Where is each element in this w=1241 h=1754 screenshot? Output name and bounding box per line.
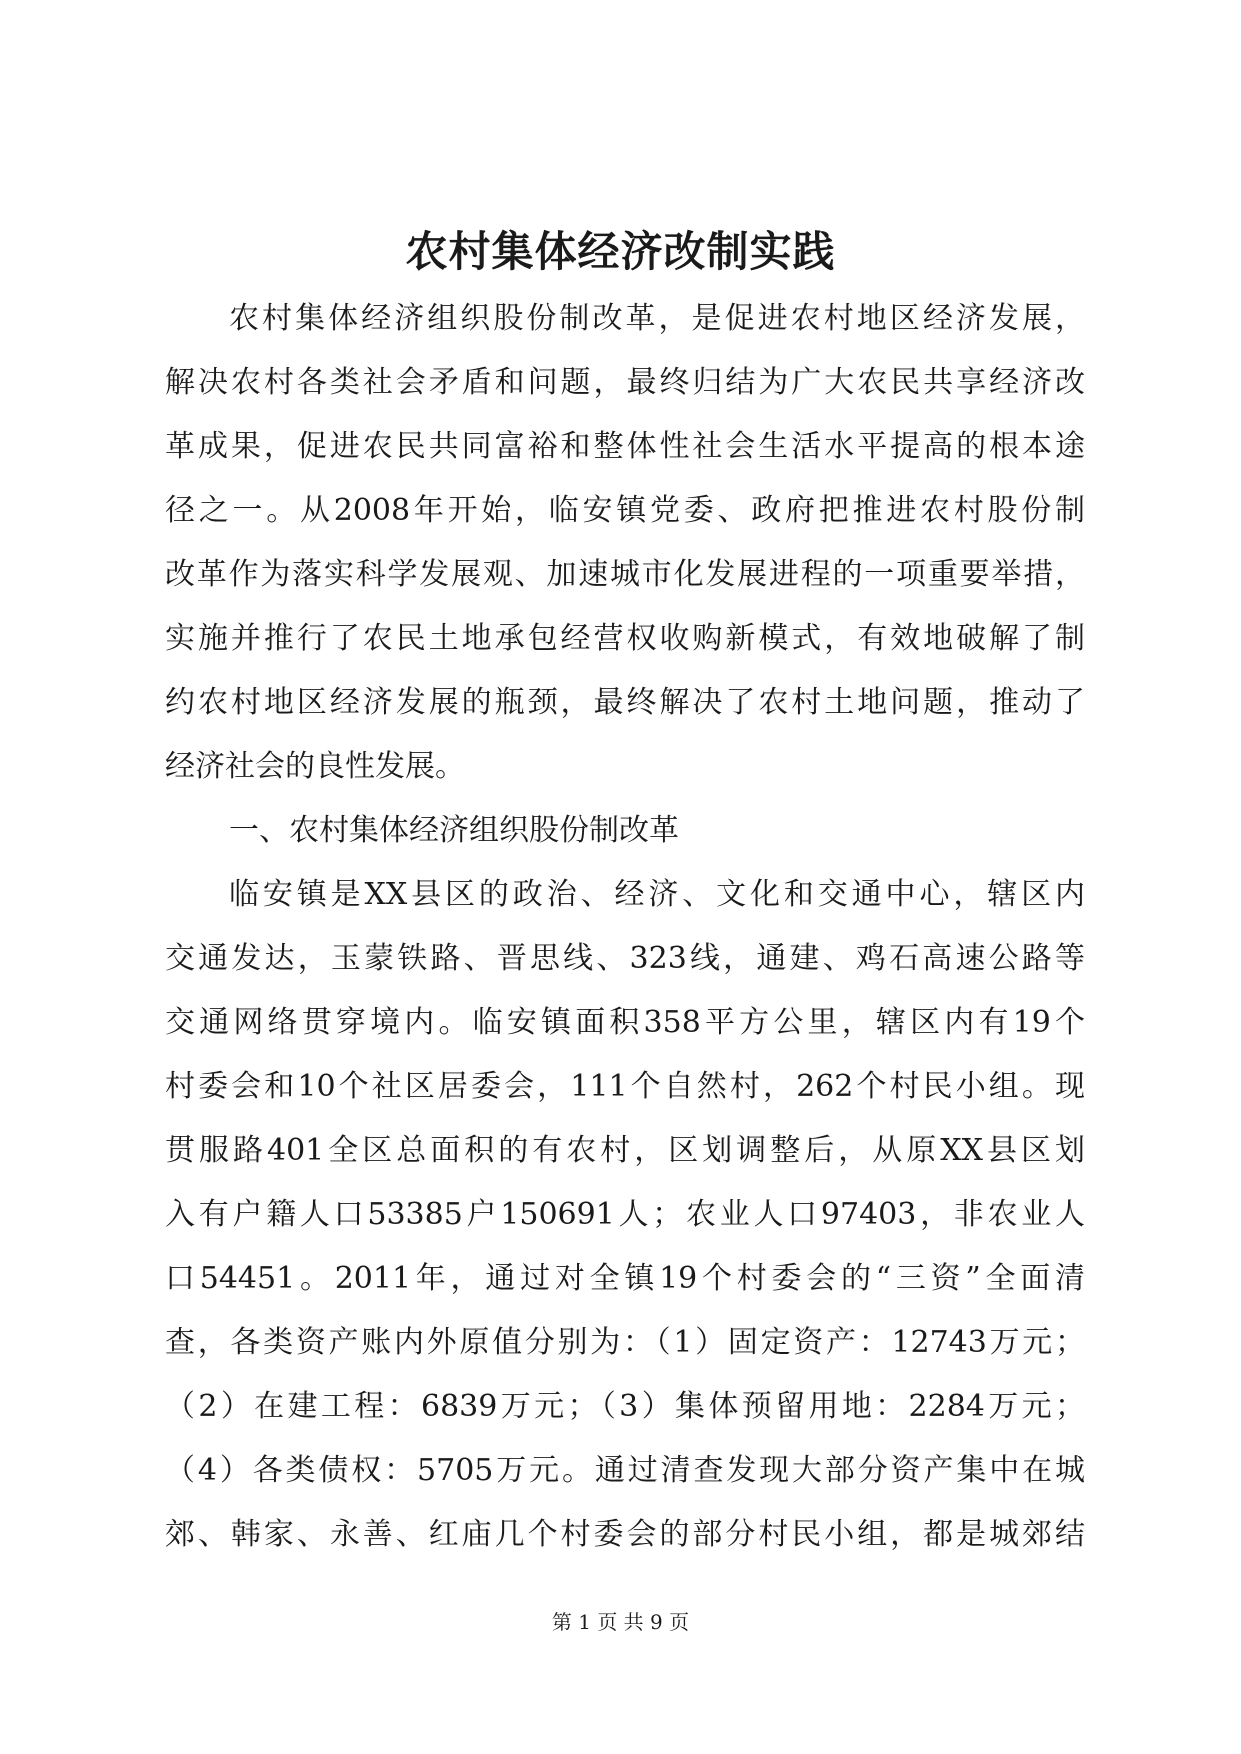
- paragraph-line: 临安镇是XX县区的政治、经济、文化和交通中心，辖区内: [229, 877, 1085, 912]
- paragraph-line: 实施并推行了农民土地承包经营权收购新模式，有效地破解了制: [165, 621, 1085, 656]
- section-heading: 一、农村集体经济组织股份制改革: [229, 813, 679, 848]
- page-number-footer: 第 1 页 共 9 页: [551, 1610, 690, 1634]
- document-title: 农村集体经济改制实践: [405, 227, 836, 276]
- paragraph-line: 郊、韩家、永善、红庙几个村委会的部分村民小组，都是城郊结: [165, 1517, 1085, 1552]
- paragraph-line: 径之一。从2008年开始，临安镇党委、政府把推进农村股份制: [165, 493, 1085, 528]
- paragraph-line: 交通发达，玉蒙铁路、晋思线、323线，通建、鸡石高速公路等: [165, 941, 1085, 976]
- paragraph-line: 解决农村各类社会矛盾和问题，最终归结为广大农民共享经济改: [165, 365, 1085, 400]
- paragraph-line: 约农村地区经济发展的瓶颈，最终解决了农村土地问题，推动了: [165, 685, 1085, 720]
- paragraph-line: （2）在建工程：6839万元；（3）集体预留用地：2284万元；: [165, 1389, 1085, 1424]
- document-body: [165, 287, 1085, 1567]
- paragraph-line: 交通网络贯穿境内。临安镇面积358平方公里，辖区内有19个: [165, 1005, 1085, 1040]
- paragraph-line: 农村集体经济组织股份制改革，是促进农村地区经济发展，: [229, 301, 1085, 336]
- paragraph-line: 革成果，促进农民共同富裕和整体性社会生活水平提高的根本途: [165, 429, 1085, 464]
- paragraph-line: 口54451。2011年，通过对全镇19个村委会的“三资”全面清: [165, 1261, 1085, 1296]
- paragraph-line: 入有户籍人口53385户150691人；农业人口97403，非农业人: [165, 1197, 1085, 1232]
- paragraph-line: 贯服路401全区总面积的有农村，区划调整后，从原XX县区划: [165, 1133, 1085, 1168]
- paragraph-line: 改革作为落实科学发展观、加速城市化发展进程的一项重要举措，: [165, 557, 1085, 592]
- paragraph-line: 查，各类资产账内外原值分别为：（1）固定资产：12743万元；: [165, 1325, 1085, 1360]
- paragraph-line: （4）各类债权：5705万元。通过清查发现大部分资产集中在城: [165, 1453, 1085, 1488]
- paragraph-line: 村委会和10个社区居委会，111个自然村，262个村民小组。现: [165, 1069, 1085, 1104]
- paragraph-line: 经济社会的良性发展。: [165, 749, 465, 784]
